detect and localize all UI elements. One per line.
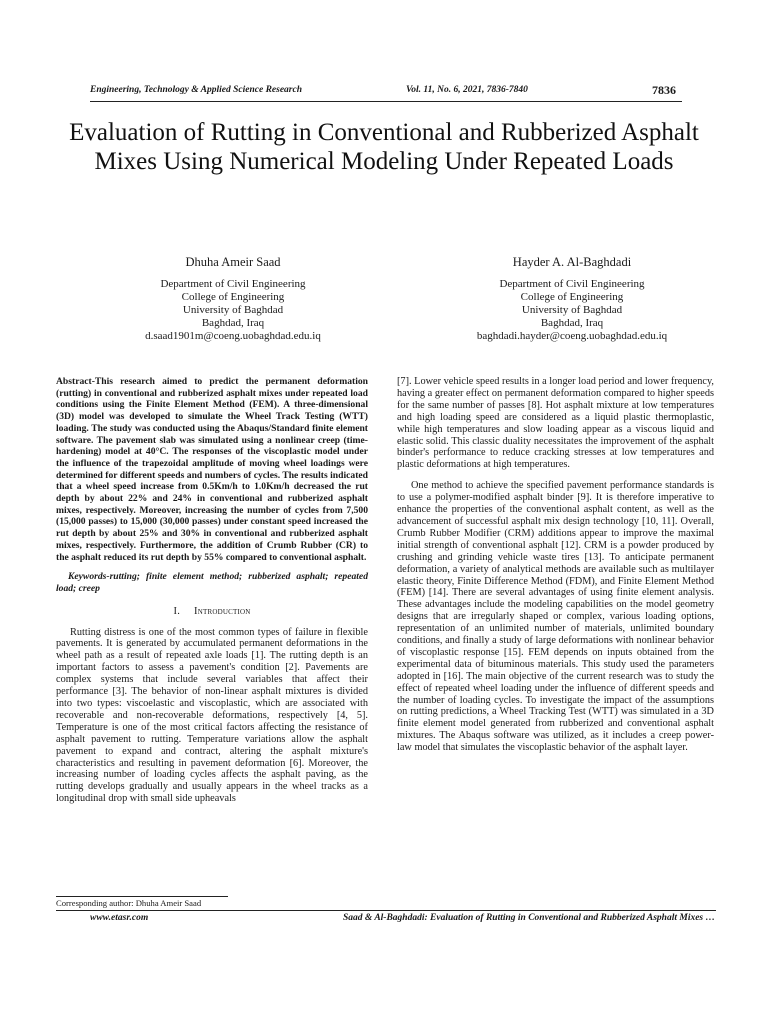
- author-department: Department of Civil Engineering: [499, 278, 645, 290]
- body-paragraph: One method to achieve the specified pavement performance standards is to use a polymer-modified asphalt binder [9]. It is therefore imperative to enhance the properties of the conventional asphalt content, as well as the advancement of successful asphalt mix design technology [10, 11]. Overall, Crumb Rubber Modifier (CRM) additions appear to improve the maximal initial strength of conventional asphalt [12]. CRM is a powder produced by crushing and grinding vehicle waste tires [13]. To anticipate permanent deformation, a variety of analytical methods are available such as multilayer elastic theory, Finite Difference Method (FDM), and Finite Element Method (FEM) [14]. There are several advantages of using finite element analysis. These advantages include the modeling capabilities on the model geometry designs that are irregularly shaped or complex, various loading options, representation of an unlimited number of materials, unlimited boundary conditions, and finally a study of large deformations with nonlinear behavior of viscoplastic response [15]. FEM depends on inputs obtained from the experimental data of bituminous materials. This study used the parameters adopted in [16]. The main objective of the current research was to study the effect of repeated wheel loading under the influence of different speeds and the number of loading cycles. To investigate the impact of the assumptions on rutting predictions, a Wheel Tracking Test (WTT) was simulated in a 3D finite element model generated from rubberized and conventional asphalt mixtures. The Abaqus software was utilized, as it includes a creep power-law model that simulates the viscoplastic behavior of the asphalt layer.: [397, 480, 714, 754]
- author-email[interactable]: d.saad1901m@coeng.uobaghdad.edu.iq: [145, 330, 321, 342]
- author-college: College of Engineering: [181, 291, 285, 303]
- author-name: Hayder A. Al-Baghdadi: [512, 255, 632, 269]
- section-heading-introduction: [56, 606, 368, 618]
- abstract: Abstract-This research aimed to predict the permanent deformation (rutting) in conventional and rubberized asphalt mixes under repeated load conditions using the Finite Element Method (FEM). A three-dimensional (3D) model was developed to simulate the Wheel Track Testing (WTT) loading. The study was conducted using the Abaqus/Standard finite element software. The pavement slab was simulated using a nonlinear creep (time-hardening) model at 40°C. The responses of the viscoplastic model under the influence of the trapezoidal amplitude of moving wheel loadings were determined for different speeds and numbers of cycles. The results indicated that a wheel speed increase from 0.5Km/h to 1.0Km/h decreased the rut depth by about 22% and 24% in conventional and rubberized asphalt mixes, respectively. Moreover, increasing the number of cycles from 7,500 (15,000 passes) to 15,000 (30,000 passes) under constant speed increased the rut depth by about 25% and 30% in conventional and rubberized asphalt mixes, respectively. Furthermore, the addition of Crumb Rubber (CR) to the asphalt reduced its rut depth by 55% compared to conventional asphalt.: [56, 376, 368, 563]
- author-location: Baghdad, Iraq: [201, 317, 265, 329]
- journal-website[interactable]: www.etasr.com: [90, 913, 149, 923]
- running-footer-title: Saad & Al-Baghdadi: Evaluation of Rutting in Conventional and Rubberized Asphalt Mixes …: [343, 913, 715, 923]
- corresponding-author-footnote: Corresponding author: Dhuha Ameir Saad: [56, 898, 202, 908]
- intro-paragraph: Rutting distress is one of the most common types of failure in flexible pavements. It is generated by accumulated permanent deformations in the wheel path as a result of repeated axle loads [1]. The rutting depth is an important factors to assess a pavement's condition [2]. Pavements are complex systems that include several variables that affect their performance [3]. The behavior of non-linear asphalt mixtures is divided into two types: viscoelastic and viscoplastic, which are associated with recoverable and non-recoverable deformations, respectively [4, 5]. Temperature is one of the most critical factors affecting the resistance of asphalt pavement to rutting. Temperature variations allow the asphalt pavement to expand and contract, altering the asphalt mixture's characteristics and resulting in pavement deformation [6]. Moreover, the increasing number of loading cycles affects the asphalt paving, as the rutting develops gradually and usually appears in the wheel tracks as a longitudinal drop with small side upheavals: [56, 626, 368, 805]
- volume-info: Vol. 11, No. 6, 2021, 7836-7840: [406, 85, 528, 95]
- section-number: I.: [173, 605, 181, 617]
- author-email[interactable]: baghdadi.hayder@coeng.uobaghdad.edu.iq: [476, 330, 668, 342]
- author-block-2: [422, 256, 722, 343]
- left-column: [56, 376, 368, 805]
- author-department: Department of Civil Engineering: [160, 278, 306, 290]
- author-college: College of Engineering: [520, 291, 624, 303]
- keywords: Keywords-rutting; finite element method; rubberized asphalt; repeated load; creep: [56, 571, 368, 594]
- footnote-rule: [56, 896, 228, 897]
- author-block-1: [83, 256, 383, 343]
- right-column: [397, 376, 714, 754]
- author-name: Dhuha Ameir Saad: [185, 255, 281, 269]
- author-university: University of Baghdad: [521, 304, 623, 316]
- journal-name: Engineering, Technology & Applied Science Research: [90, 85, 302, 95]
- body-paragraph: [7]. Lower vehicle speed results in a longer load period and lower frequency, having a greater effect on permanent deformation compared to higher speeds for the same number of passes [8]. Hot asphalt mixture at low temperatures and high loading speed are considered as a liquid plastic thermoplastic, while high temperatures and slow loading appear as a viscous liquid and elastic solid. This classic duality necessitates the improvement of the asphalt binder's performance to reduce cracking stresses at low temperatures and plastic deformations at high temperatures.: [397, 376, 714, 471]
- footer-rule: [56, 910, 716, 911]
- page-number: 7836: [652, 83, 676, 97]
- author-location: Baghdad, Iraq: [540, 317, 604, 329]
- running-header: [90, 85, 680, 99]
- header-rule: [90, 101, 682, 102]
- author-university: University of Baghdad: [182, 304, 284, 316]
- section-title: Introduction: [194, 605, 251, 617]
- paper-title: Evaluation of Rutting in Conventional and Rubberized Asphalt Mixes Using Numerical Modeling Under Repeated Loads: [69, 119, 699, 175]
